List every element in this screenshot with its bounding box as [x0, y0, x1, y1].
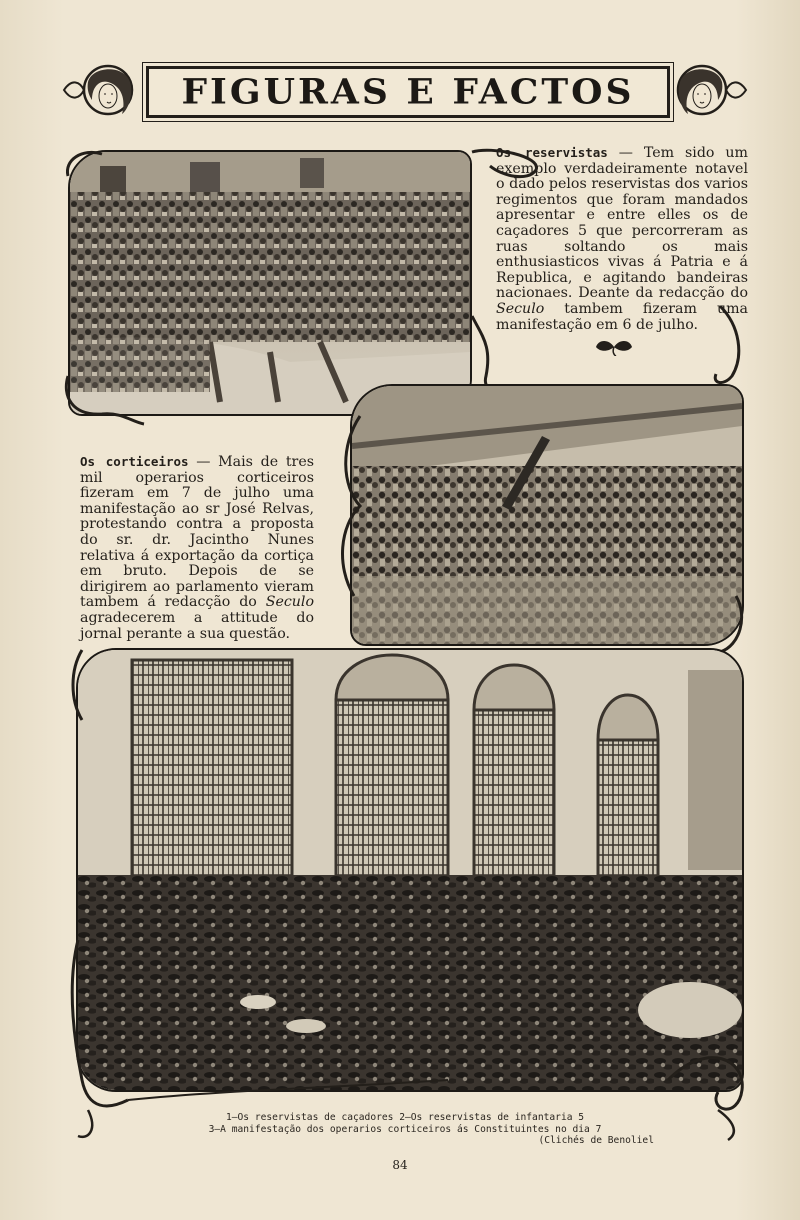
page-number: 84: [392, 1158, 408, 1172]
caption-line-1: 1—Os reservistas de caçadores 2—Os reservistas de infantaria 5: [225, 1112, 585, 1123]
masthead-title: FIGURAS E FACTOS: [181, 72, 635, 112]
photo-manifestacao-corticeiros: [76, 648, 744, 1092]
article-reservistas-body: — Tem sido um exemplo verdadeiramente notavel o dado pelos reservistas dos varios regimentos que foram mandados apresentar e entre elles os de caçadores 5 que percorreram as ruas soltando os mais enthusiasticos vivas á Patria e á Republica, e agitando bandeiras nacionaes. Deante da redacção do: [496, 145, 748, 302]
article-reservistas-paper: Seculo: [496, 300, 545, 317]
article-reservistas: [496, 145, 748, 333]
article-corticeiros-body: — Mais de tres mil operarios corticeiros fizeram em 7 de julho uma manifestação ao sr José Relvas, protestando contra a proposta do sr. dr. Jacintho Nunes relativa á exportação da cortiça em bruto. Depois de se dirigirem ao parlamento vieram tambem á redacção do: [80, 454, 315, 611]
woman-portrait-ornament-right-icon: [670, 60, 748, 120]
leaf-fleuron-icon: [594, 338, 634, 356]
article-corticeiros: [80, 454, 314, 642]
caption-line-2: 3—A manifestação dos operarios corticeiros ás Constituintes no dia 7: [208, 1123, 602, 1135]
masthead-title-box: [146, 66, 670, 118]
article-corticeiros-lead: Os corticeiros: [80, 454, 189, 469]
photo-reservistas-cacadores: [68, 150, 472, 416]
woman-portrait-ornament-left-icon: [62, 60, 140, 120]
article-corticeiros-paper: Seculo: [265, 594, 314, 611]
article-reservistas-lead: Os reservistas: [496, 145, 608, 160]
caption-line-3: (Clichés de Benoliel: [538, 1135, 654, 1146]
photo-caption: [150, 1112, 660, 1147]
article-reservistas-tail: tambem fizeram uma manifestação em 6 de julho.: [496, 300, 748, 333]
article-corticeiros-tail: agradecerem a attitude do jornal perante a sua questão.: [80, 609, 314, 642]
masthead: [62, 60, 748, 122]
photo-reservistas-infantaria: [350, 384, 744, 646]
